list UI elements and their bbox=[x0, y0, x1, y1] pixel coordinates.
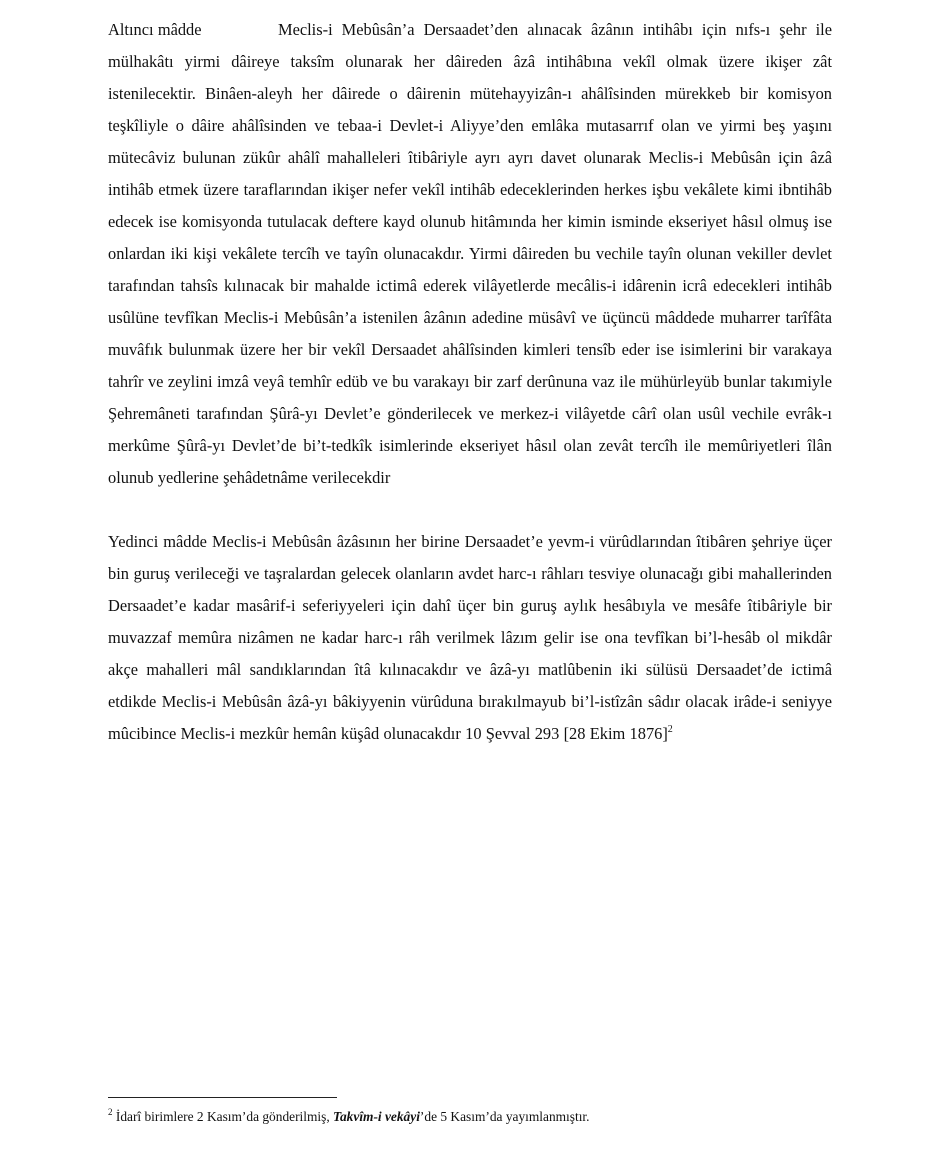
footnote-text-before: İdarî birimlere 2 Kasım’da gönderilmiş, bbox=[115, 1109, 334, 1124]
footnote-number: 2 bbox=[108, 1106, 113, 1117]
article-6-label: Altıncı mâdde bbox=[108, 20, 202, 39]
footnote-emphasis: Takvîm-i vekâyi bbox=[333, 1109, 420, 1124]
footnote-text-after: ’de 5 Kasım’da yayımlanmıştır. bbox=[419, 1109, 590, 1124]
footnote-separator bbox=[108, 1097, 337, 1098]
article-6-paragraph bbox=[108, 14, 832, 494]
article-7-text: Yedinci mâdde Meclis-i Mebûsân âzâsının her birine Dersaadet’e yevm-i vürûdlarından îtibâren şehriye üçer bin guruş verileceği ve taşralardan gelecek olanların avdet harc-ı râhları tesviye olunacağı gibi mahallerinden Dersaadet’e kadar masârif-i seferiyyeleri için dahî üçer bin guruş aylık hesâbıyla ve mesâfe îtibâriyle bir muvazzaf memûra nizâmen ne kadar harc-ı râh verilmek lâzım gelir ise ona tevfîkan bi’l-hesâb ol mikdâr akçe mahalleri mâl sandıklarından îtâ kılınacakdır ve âzâ-yı matlûbenin iki sülüsü Dersaadet’de ictimâ etdikde Meclis-i Mebûsân âzâ-yı bâkiyyenin vürûduna bırakılmayub bi’l-istîzân sâdır olacak irâde-i seniyye mûcibince Meclis-i mezkûr hemân küşâd olunacakdır 10 Şevval 293 [28 Ekim 1876] bbox=[108, 532, 832, 743]
footnote bbox=[108, 1107, 832, 1127]
article-7-paragraph bbox=[108, 526, 832, 750]
footnote-reference[interactable]: 2 bbox=[667, 723, 673, 735]
page-body bbox=[108, 14, 832, 750]
article-6-text: Meclis-i Mebûsân’a Dersaadet’den alınacak âzânın intihâbı için nıfs-ı şehr ile mülhakâtı yirmi dâireye taksîm olunarak her dâireden âzâ intihâbına vekîl olmak üzere ikişer zât istenilecektir. Binâen-aleyh her dâirede o dâirenin mütehayyizân-ı ahâlîsinden mürekkeb bir komisyon teşkîliyle o dâire ahâlîsinden ve tebaa-i Devlet-i Aliyye’den emlâka mutasarrıf olan ve yirmi beş yaşını mütecâviz bulunan zükûr ahâlî mahalleleri îtibâriyle ayrı ayrı davet olunarak Meclis-i Mebûsân için âzâ intihâb etmek üzere taraflarından ikişer nefer vekîl intihâb edeceklerinden herkes işbu vekâlete kimi ibntihâb edecek ise komisyonda tutulacak deftere kayd olunub hitâmında her kimin isminde ekseriyet hâsıl olmuş ise onlardan iki kişi vekâlete tercîh ve tayîn olunacakdır. Yirmi dâireden bu vechile tayîn olunan vekiller devlet tarafından tahsîs kılınacak bir mahalde ictimâ ederek vilâyetlerde mecâlis-i idârenin icrâ edecekleri intihâb usûlüne tevfîkan Meclis-i Mebûsân’a istenilen âzânın adedine müsâvî ve üçüncü mâddede muharrer tarîfâta muvâfık bulunmak üzere her bir vekîl Dersaadet ahâlîsinden kimleri tensîb eder ise isimlerini bir varakaya tahrîr ve zeylini imzâ veyâ temhîr edüb ve bu varakayı bir zarf derûnuna vaz ile mühürleyüb bunlar takımiyle Şehremâneti tarafından Şûrâ-yı Devlet’e gönderilecek ve merkez-i vilâyetde cârî olan usûl vechile evrâk-ı merkûme Şûrâ-yı Devlet’de bi’t-tedkîk isimlerinde ekseriyet hâsıl olan zevât tercîh ile memûriyetleri îlân olunub yedlerine şehâdetnâme verilecekdir bbox=[108, 20, 832, 487]
